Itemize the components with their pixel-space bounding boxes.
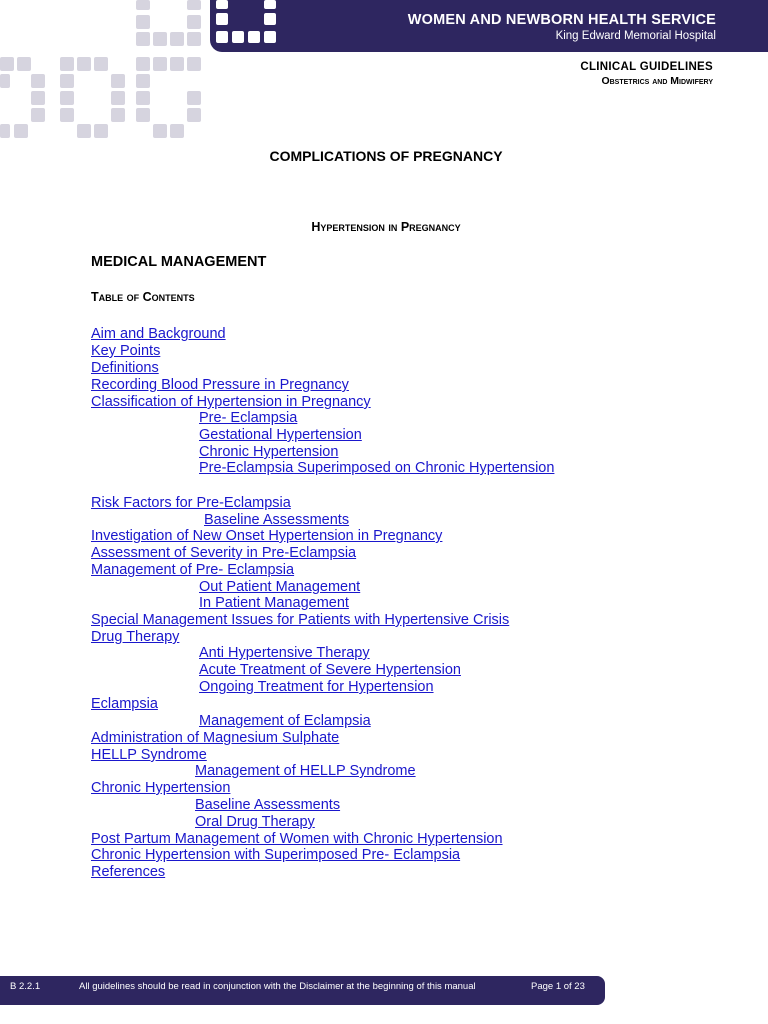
toc-heading: Table of Contents — [91, 290, 195, 304]
toc-link[interactable]: References — [91, 864, 166, 880]
toc-link[interactable]: Oral Drug Therapy — [195, 814, 315, 830]
toc-link[interactable]: Pre-Eclampsia Superimposed on Chronic Hypertension — [199, 460, 555, 476]
toc-link[interactable]: Recording Blood Pressure in Pregnancy — [91, 377, 349, 393]
toc-link[interactable]: Investigation of New Onset Hypertension in Pregnancy — [91, 528, 443, 544]
toc-link[interactable]: Risk Factors for Pre-Eclampsia — [91, 495, 291, 511]
toc-link[interactable]: Management of Eclampsia — [199, 713, 371, 729]
toc-link[interactable]: Chronic Hypertension — [199, 444, 339, 460]
toc-link[interactable]: Key Points — [91, 343, 161, 359]
document-subtitle: Hypertension in Pregnancy — [311, 220, 461, 234]
toc-link[interactable]: Out Patient Management — [199, 579, 361, 595]
toc-link[interactable]: Gestational Hypertension — [199, 427, 362, 443]
document-title: COMPLICATIONS OF PREGNANCY — [269, 148, 503, 164]
toc-link[interactable]: Management of Pre- Eclampsia — [91, 562, 295, 578]
organization-name: WOMEN AND NEWBORN HEALTH SERVICE — [407, 12, 716, 28]
toc-link[interactable]: Definitions — [91, 360, 159, 376]
section-heading: MEDICAL MANAGEMENT — [91, 254, 267, 270]
toc-link[interactable]: HELLP Syndrome — [91, 747, 207, 763]
toc-link[interactable]: Anti Hypertensive Therapy — [199, 645, 370, 661]
toc-link[interactable]: Administration of Magnesium Sulphate — [91, 730, 340, 746]
guideline-type: CLINICAL GUIDELINES — [580, 61, 713, 73]
toc-link[interactable]: Chronic Hypertension with Superimposed Pre- Eclampsia — [91, 847, 461, 863]
banner-logo-pattern — [210, 0, 290, 52]
toc-link[interactable]: Chronic Hypertension — [91, 780, 231, 796]
toc-link[interactable]: Assessment of Severity in Pre-Eclampsia — [91, 545, 357, 561]
toc-link[interactable]: Classification of Hypertension in Pregnancy — [91, 394, 371, 410]
toc-link[interactable]: Drug Therapy — [91, 629, 180, 645]
footer-code: B 2.2.1 — [10, 981, 41, 992]
decorative-logo-pattern — [0, 0, 210, 140]
toc-link[interactable]: Baseline Assessments — [195, 797, 341, 813]
toc-link[interactable]: Acute Treatment of Severe Hypertension — [199, 662, 461, 678]
footer-bar — [0, 976, 605, 1005]
footer-disclaimer: All guidelines should be read in conjunction with the Disclaimer at the beginning of this manual — [79, 981, 476, 992]
guideline-label — [580, 61, 713, 87]
footer-page-number: Page 1 of 23 — [531, 981, 585, 992]
toc-link[interactable]: Aim and Background — [91, 326, 226, 342]
toc-link[interactable]: Management of HELLP Syndrome — [195, 763, 416, 779]
toc-link[interactable]: Ongoing Treatment for Hypertension — [199, 679, 434, 695]
header-banner — [210, 0, 768, 52]
guideline-specialty: Obstetrics and Midwifery — [601, 75, 713, 87]
hospital-name: King Edward Memorial Hospital — [555, 30, 716, 42]
toc-link[interactable]: Pre- Eclampsia — [199, 410, 298, 426]
toc-link[interactable]: Post Partum Management of Women with Chronic Hypertension — [91, 831, 503, 847]
toc-link[interactable]: In Patient Management — [199, 595, 349, 611]
toc-link[interactable]: Eclampsia — [91, 696, 158, 712]
toc-link[interactable]: Special Management Issues for Patients with Hypertensive Crisis — [91, 612, 510, 628]
toc-link[interactable]: Baseline Assessments — [204, 512, 350, 528]
